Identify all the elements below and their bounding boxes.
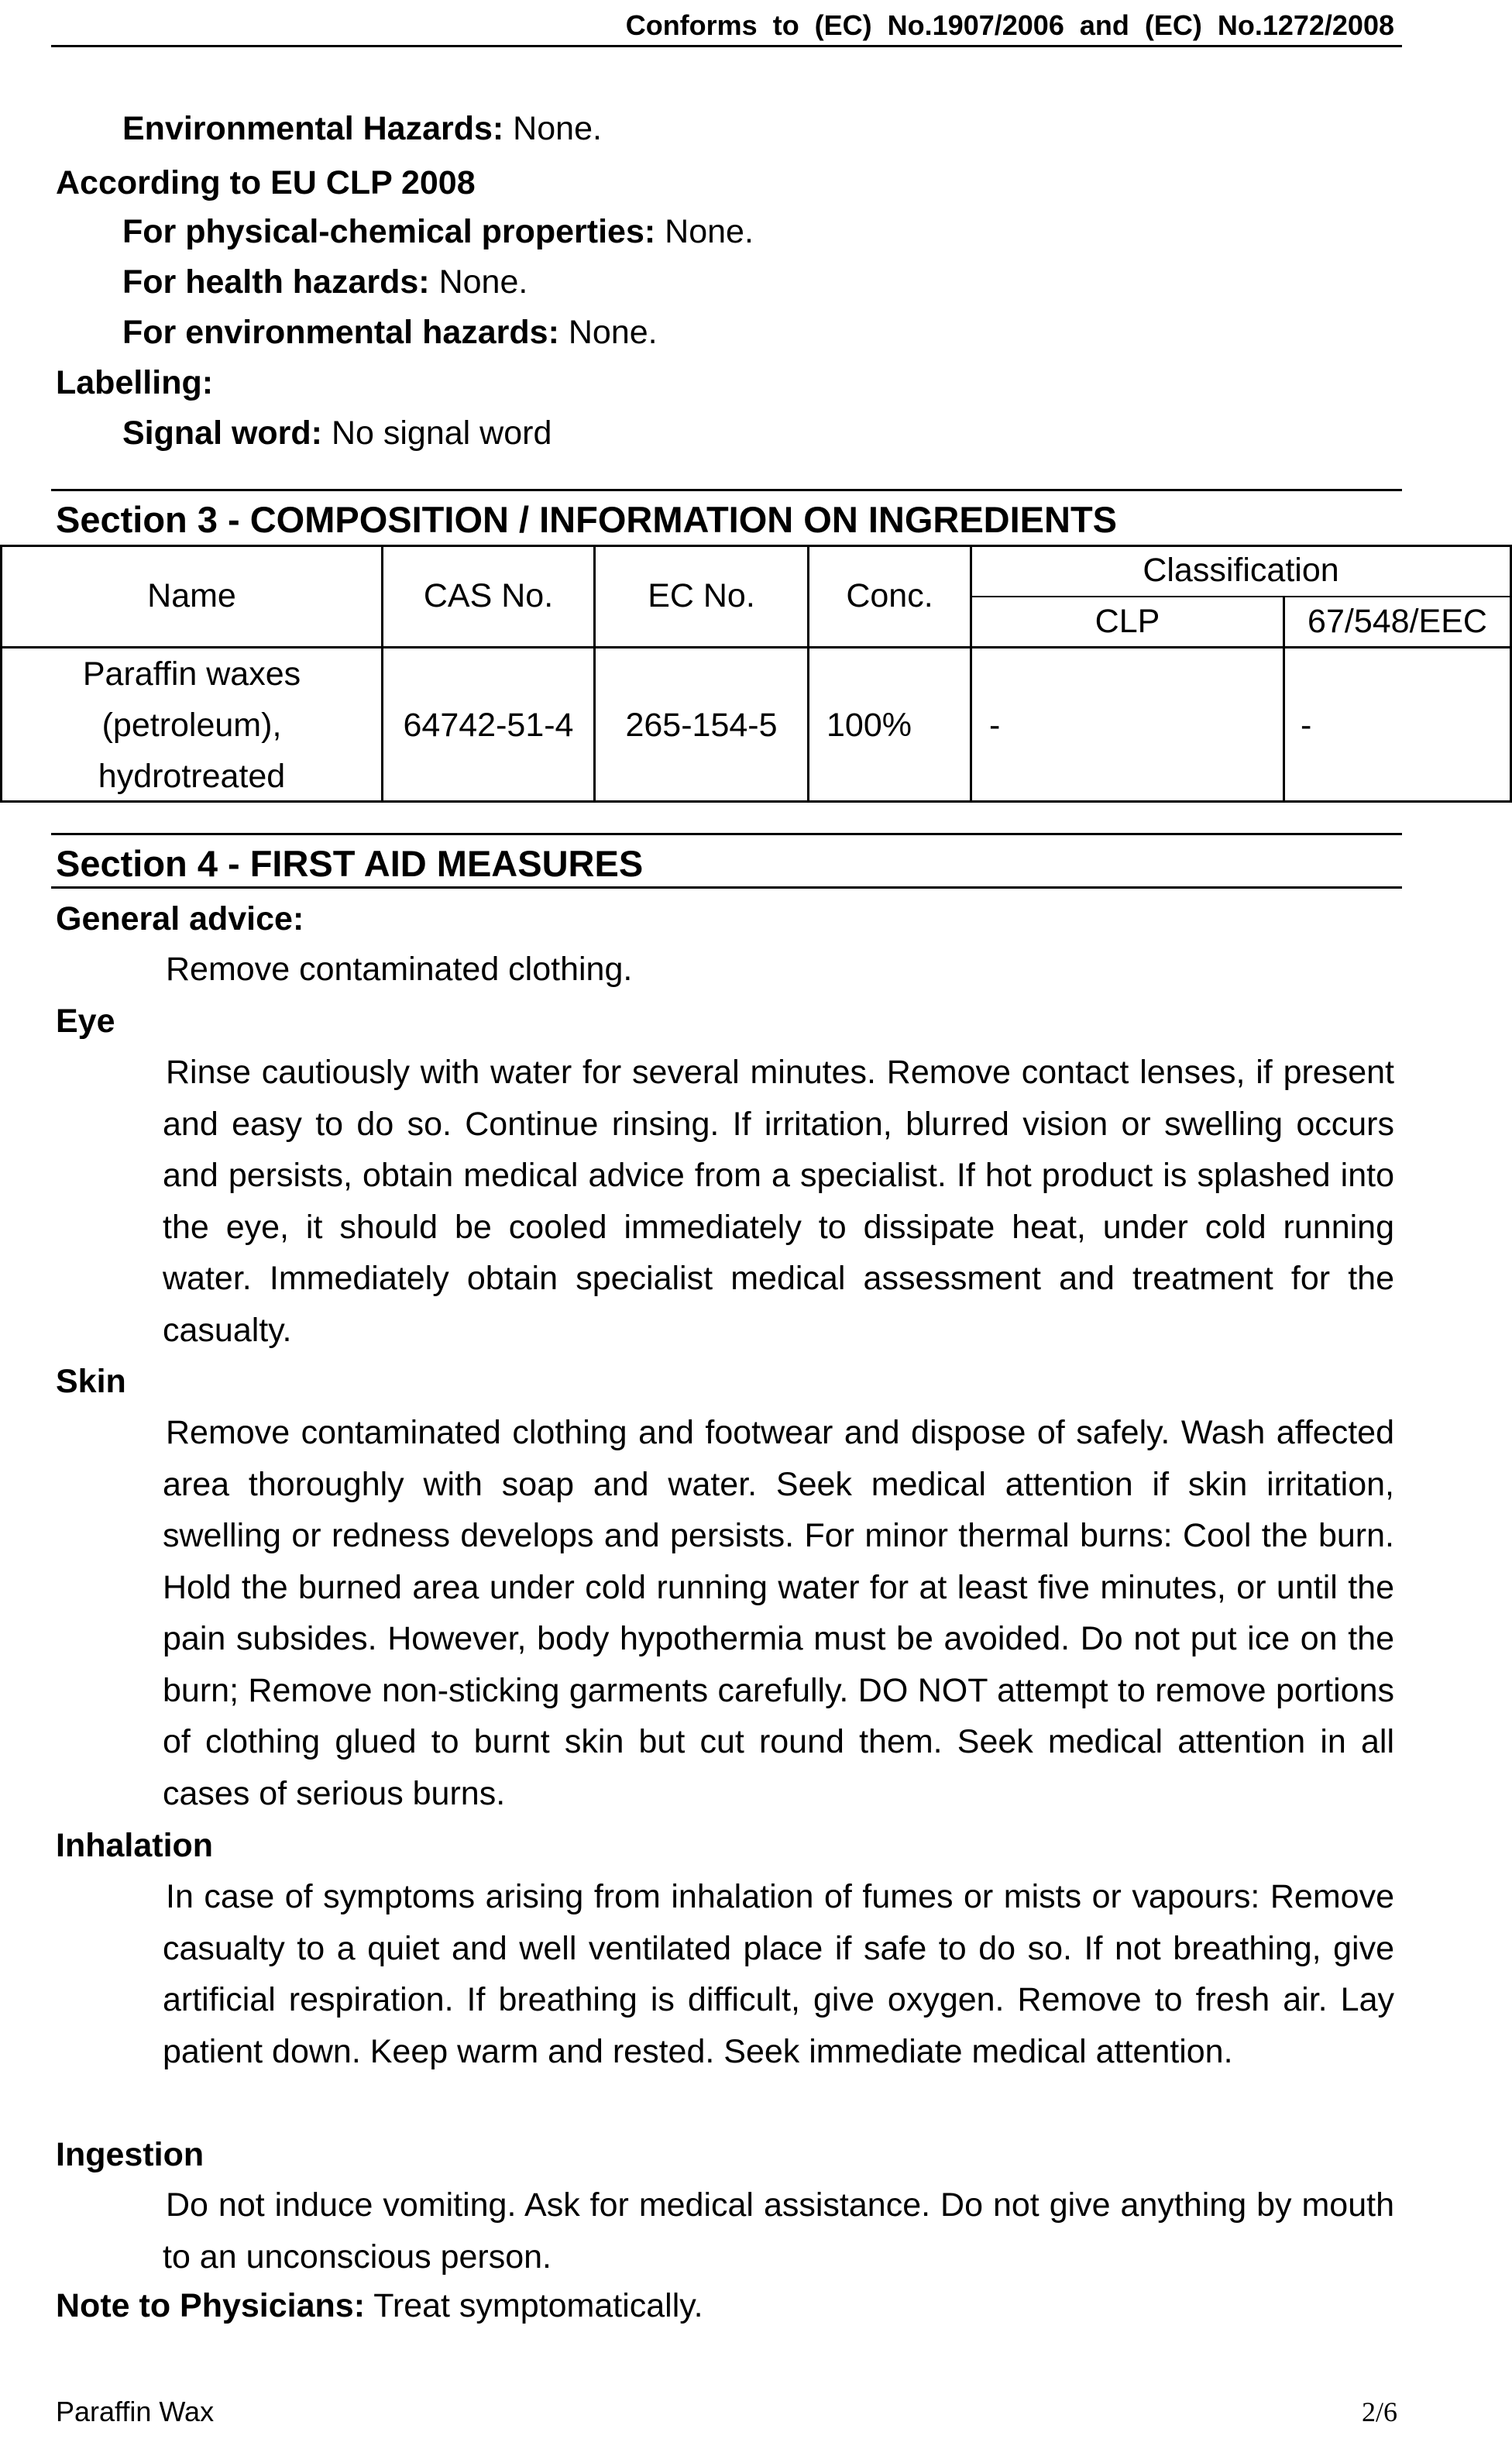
ingestion-heading: Ingestion (56, 2136, 204, 2173)
general-advice-heading: General advice: (56, 900, 304, 937)
environmental-hazards-line (122, 112, 602, 146)
section4-top-rule (51, 833, 1402, 835)
conformity-header: Conforms to (EC) No.1907/2006 and (EC) No.1272/2008 (625, 9, 1394, 41)
health-hazards-line (122, 263, 528, 301)
eye-text: Rinse cautiously with water for several minutes. Remove contact lenses, if present and easy to do so. Continue rinsing. If irritation, blurred vision or swelling occurs and persists, obtain medical advice from a specialist. If hot product is splashed into the eye, it should be cooled immediately to dissipate heat, under cold running water. Immediately obtain specialist medical assessment and treatment for the casualty. (163, 1054, 1394, 1349)
row-clp: - (989, 707, 1001, 744)
signal-word-value: No signal word (322, 415, 552, 452)
row-name-line1: Paraffin waxes (82, 655, 301, 693)
col-header-eec: 67/548/EEC (1308, 603, 1487, 640)
footer-product-name: Paraffin Wax (56, 2396, 215, 2427)
physchem-line (122, 215, 754, 249)
header-rule (51, 45, 1402, 47)
physicians-note-value: Treat symptomatically. (365, 2287, 703, 2324)
clp-heading: According to EU CLP 2008 (56, 164, 476, 201)
env-hazards-value: None. (558, 314, 658, 351)
environmental-hazards-value: None. (503, 110, 602, 147)
row-name-line3: hydrotreated (98, 758, 286, 795)
inhalation-heading: Inhalation (56, 1827, 214, 1864)
skin-text: Remove contaminated clothing and footwear and dispose of safely. Wash affected area thoroughly with soap and water. Seek medical attention if skin irritation, swelling or redness develops and persists. For minor thermal burns: Cool the burn. Hold the burned area under cold running water for at least five minutes, or until the pain subsides. However, body hypothermia must be avoided. Do not put ice on the burn; Remove non-sticking garments carefully. DO NOT attempt to remove portions of clothing glued to burnt skin but cut round them. Seek medical attention in all cases of serious burns. (163, 1414, 1394, 1812)
signal-word-line (122, 417, 552, 450)
section4-bottom-rule (51, 886, 1402, 889)
col-header-clp: CLP (1094, 603, 1160, 640)
composition-table (0, 545, 1512, 803)
physicians-note-label: Note to Physicians: (56, 2287, 366, 2324)
ingestion-text: Do not induce vomiting. Ask for medical assistance. Do not give anything by mouth to an unconscious person. (163, 2186, 1394, 2276)
col-header-cas: CAS No. (423, 577, 554, 614)
labelling-heading: Labelling: (56, 364, 214, 401)
general-advice-text: Remove contaminated clothing. (166, 951, 633, 988)
section4-title: Section 4 - FIRST AID MEASURES (56, 843, 644, 884)
col-header-conc: Conc. (846, 577, 933, 614)
row-ec: 265-154-5 (625, 707, 778, 744)
footer-page-number: 2/6 (1361, 2396, 1397, 2427)
eye-heading: Eye (56, 1003, 115, 1040)
col-header-ec: EC No. (648, 577, 755, 614)
row-eec: - (1301, 707, 1312, 744)
skin-heading: Skin (56, 1363, 126, 1400)
env-hazards-label: For environmental hazards: (122, 314, 559, 351)
physchem-label: For physical-chemical properties: (122, 213, 656, 250)
row-conc: 100% (826, 707, 912, 744)
inhalation-text: In case of symptoms arising from inhalation of fumes or mists or vapours: Remove casualty to a quiet and well ventilated place if safe to do so. If not breathing, give artificial respiration. If breathing is difficult, give oxygen. Remove to fresh air. Lay patient down. Keep warm and rested. Seek immediate medical attention. (163, 1878, 1394, 2070)
environmental-hazards-label: Environmental Hazards: (122, 110, 504, 147)
health-hazards-value: None. (429, 263, 528, 301)
col-header-classification: Classification (1143, 552, 1339, 589)
signal-word-label: Signal word: (122, 415, 322, 452)
env-hazards-line (122, 316, 658, 349)
physicians-note-line (56, 2289, 703, 2323)
col-header-name: Name (147, 577, 236, 614)
physchem-value: None. (655, 213, 754, 250)
row-cas: 64742-51-4 (403, 707, 574, 744)
section3-title: Section 3 - COMPOSITION / INFORMATION ON INGREDIENTS (56, 499, 1118, 540)
row-name-line2: (petroleum), (101, 707, 282, 744)
section3-top-rule (51, 489, 1402, 491)
health-hazards-label: For health hazards: (122, 263, 430, 301)
